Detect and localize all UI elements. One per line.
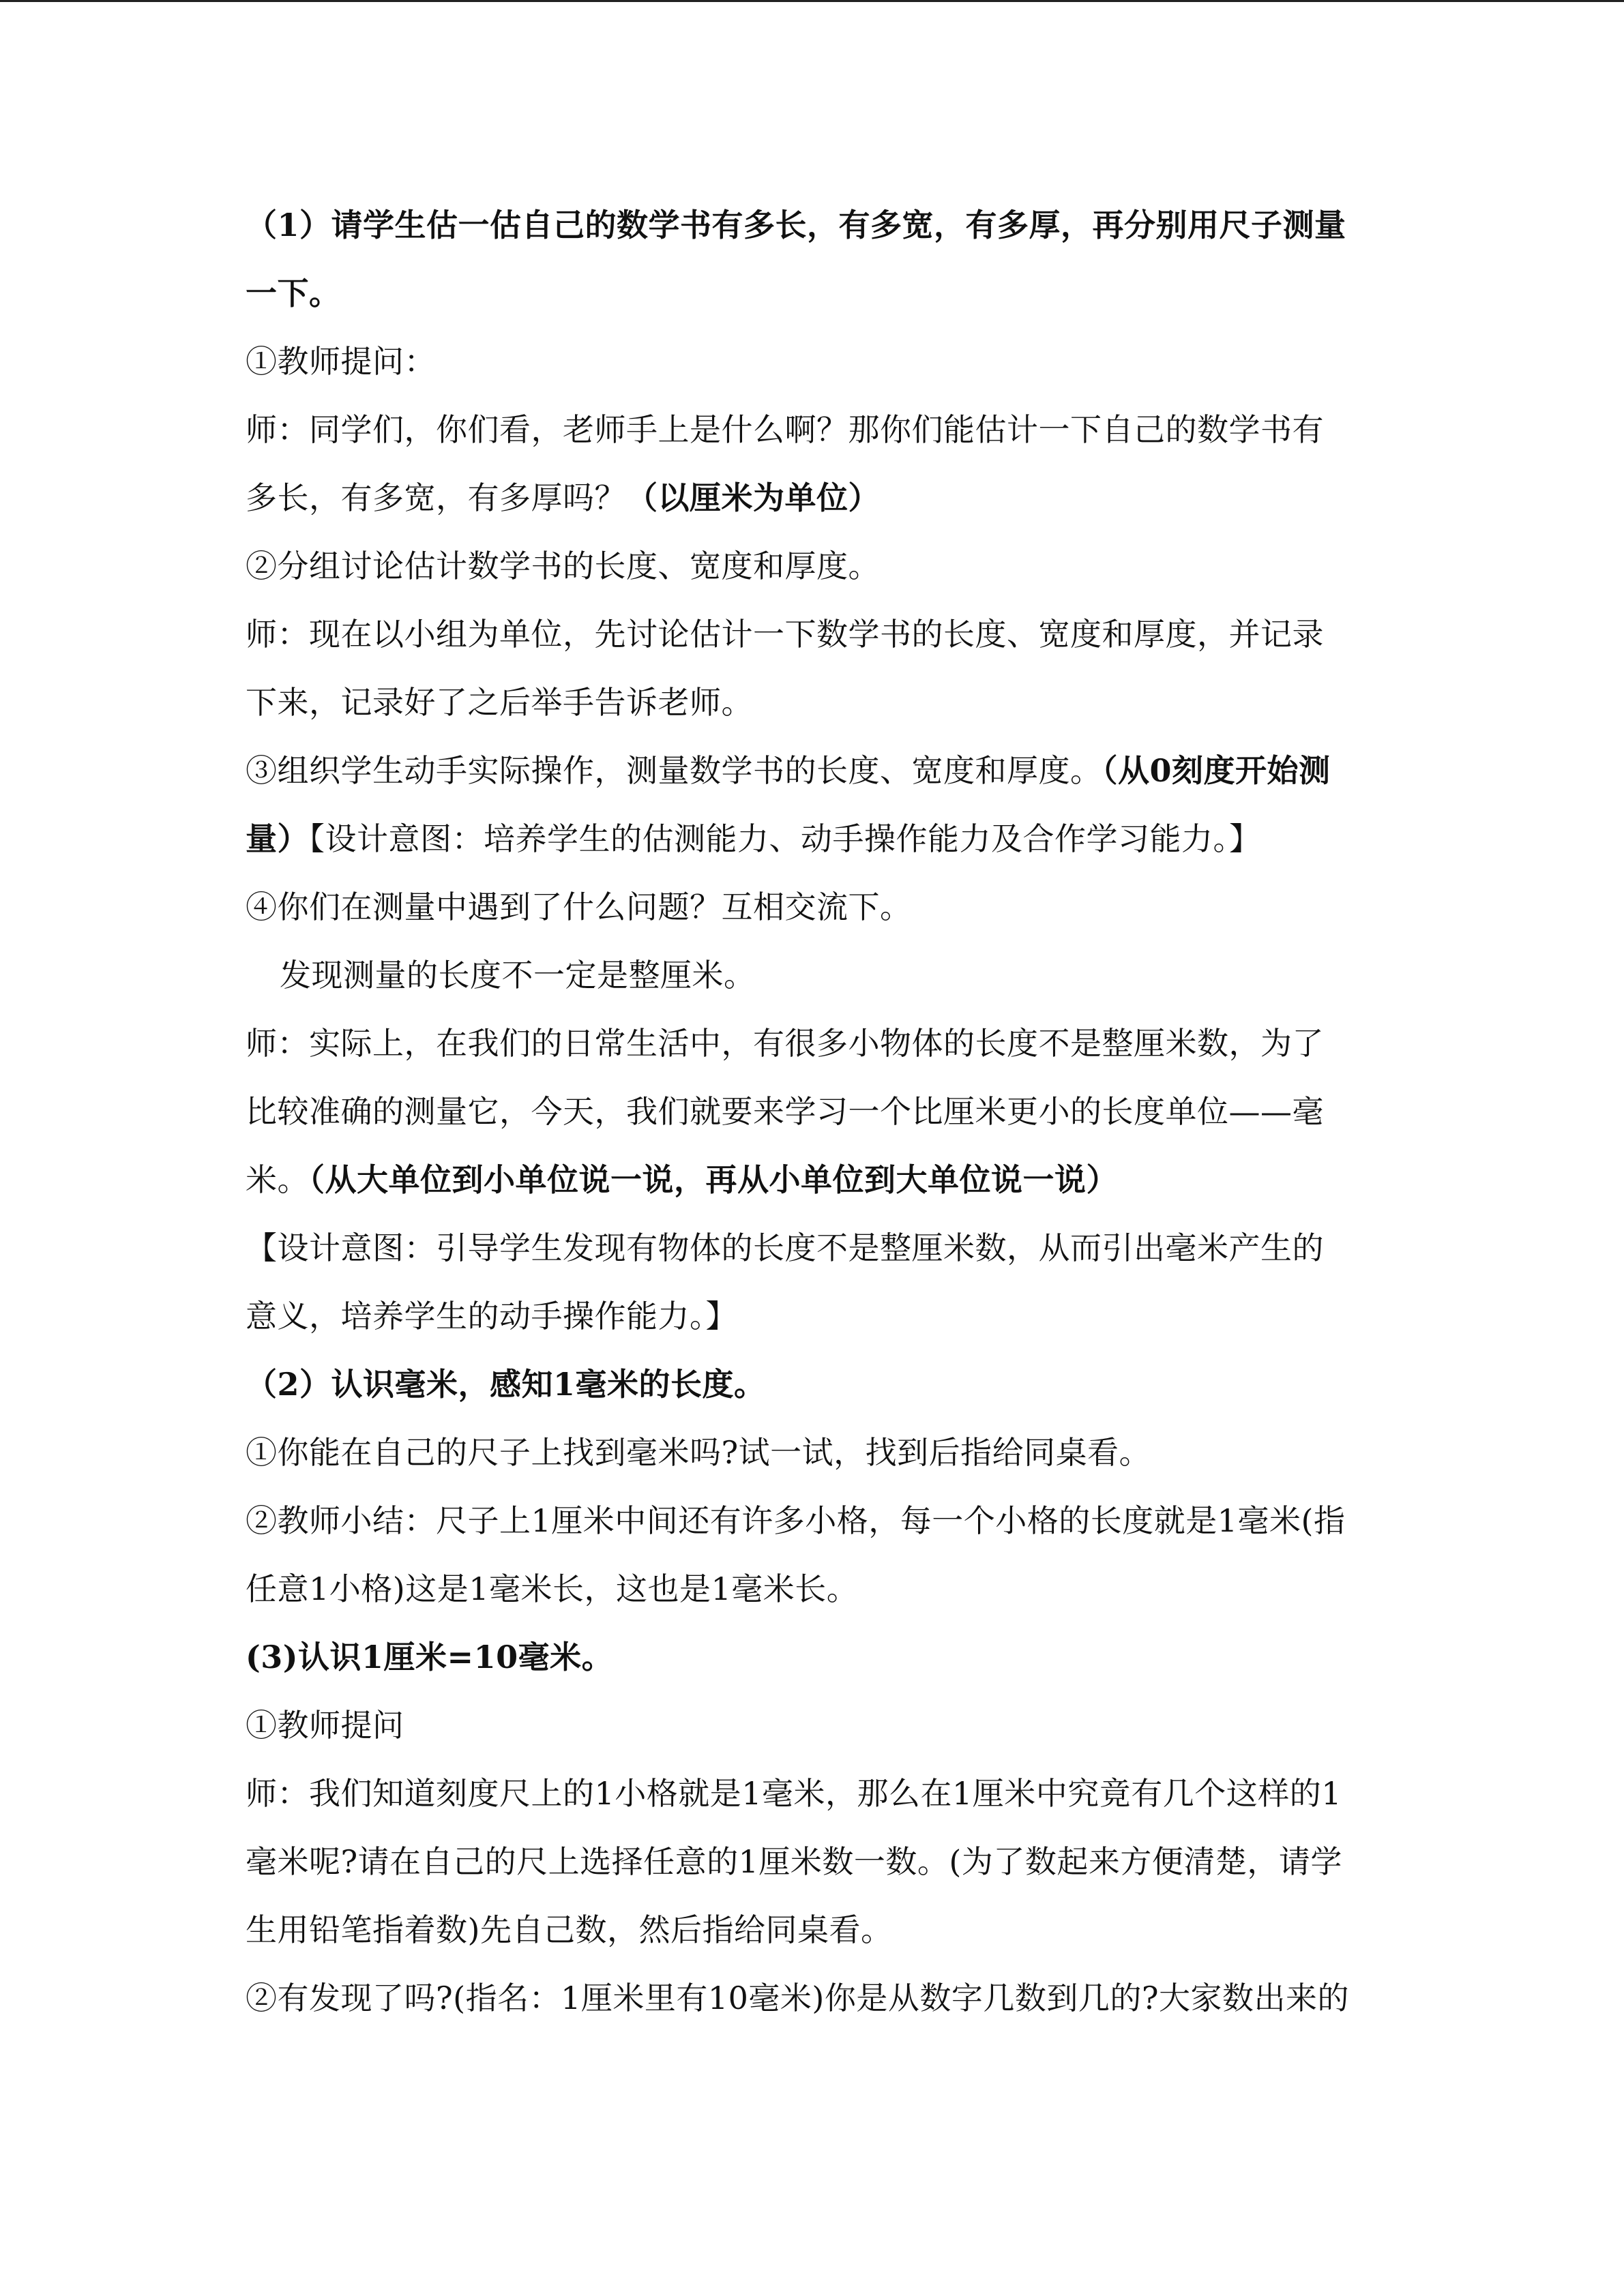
paragraph-line [246, 750, 1378, 791]
paragraph-line [246, 682, 1378, 723]
paragraph-line [246, 1227, 1378, 1268]
line-text: (3)认识1厘米=10毫米。 [246, 1639, 614, 1675]
paragraph-line [246, 205, 1378, 245]
line-text: ④你们在测量中遇到了什么问题？互相交流下。 [246, 889, 912, 925]
line-bold-suffix: （从大单位到小单位说一说，再从小单位到大单位说一说） [309, 1161, 1118, 1198]
line-text: 比较准确的测量它，今天，我们就要来学习一个比厘米更小的长度单位——毫 [246, 1093, 1324, 1130]
line-text: ①教师提问 [246, 1707, 404, 1744]
line-bold-suffix: （以厘米为单位） [626, 479, 880, 516]
line-text: 任意1小格)这是1毫米长，这也是1毫米长。 [246, 1570, 859, 1607]
paragraph-line [246, 955, 1412, 996]
paragraph-line [246, 409, 1378, 450]
paragraph-line [246, 546, 1378, 586]
paragraph-line [246, 1500, 1378, 1541]
line-text: 【设计意图：培养学生的估测能力、动手操作能力及合作学习能力。】 [309, 820, 1261, 857]
paragraph-line [246, 273, 1378, 314]
line-text: 师：同学们，你们看，老师手上是什么啊？那你们能估计一下自己的数学书有 [246, 411, 1324, 448]
line-text: （1）请学生估一估自己的数学书有多长，有多宽，有多厚，再分别用尺子测量 [246, 207, 1346, 243]
paragraph-line [246, 1637, 1378, 1678]
paragraph-line [246, 818, 1378, 859]
paragraph-line [246, 1978, 1378, 2018]
line-text: ②有发现了吗?(指名：1厘米里有10毫米)你是从数字几数到几的?大家数出来的 [246, 1980, 1350, 2016]
line-text: （2）认识毫米，感知1毫米的长度。 [246, 1366, 766, 1403]
paragraph-line [246, 1023, 1378, 1064]
paragraph-line [246, 1909, 1378, 1950]
line-text: 多长，有多宽，有多厚吗？ [246, 479, 626, 516]
line-text: ②教师小结：尺子上1厘米中间还有许多小格，每一个小格的长度就是1毫米(指 [246, 1502, 1346, 1539]
paragraph-line [246, 1159, 1378, 1200]
line-bold-suffix: （从0刻度开始测 [1102, 752, 1331, 789]
paragraph-line [246, 1364, 1378, 1405]
line-text: 下来，记录好了之后举手告诉老师。 [246, 684, 753, 721]
line-text: 一下。 [246, 275, 341, 312]
line-text: ①你能在自己的尺子上找到毫米吗?试一试，找到后指给同桌看。 [246, 1434, 1151, 1471]
paragraph-line [246, 886, 1378, 927]
line-text: 毫米呢?请在自己的尺上选择任意的1厘米数一数。(为了数起来方便清楚，请学 [246, 1843, 1342, 1880]
line-text: 生用铅笔指着数)先自己数，然后指给同桌看。 [246, 1911, 893, 1948]
paragraph-line [246, 1432, 1378, 1473]
line-text: 米。 [246, 1161, 309, 1198]
page-top-border [0, 0, 1624, 2]
paragraph-line [246, 341, 1378, 382]
line-text: 师：实际上，在我们的日常生活中，有很多小物体的长度不是整厘米数，为了 [246, 1025, 1324, 1062]
paragraph-line [246, 1296, 1378, 1337]
line-text: 【设计意图：引导学生发现有物体的长度不是整厘米数，从而引出毫米产生的 [246, 1229, 1324, 1266]
line-text: 师：现在以小组为单位，先讨论估计一下数学书的长度、宽度和厚度，并记录 [246, 616, 1324, 653]
paragraph-line [246, 1705, 1378, 1746]
line-bold-prefix: 量） [246, 820, 309, 857]
paragraph-line [246, 1091, 1378, 1132]
paragraph-line [246, 614, 1378, 655]
line-text: ③组织学生动手实际操作，测量数学书的长度、宽度和厚度。 [246, 752, 1102, 789]
line-text: 发现测量的长度不一定是整厘米。 [280, 957, 756, 994]
line-text: 师：我们知道刻度尺上的1小格就是1毫米，那么在1厘米中究竟有几个这样的1 [246, 1775, 1342, 1812]
paragraph-line [246, 477, 1378, 518]
line-text: ②分组讨论估计数学书的长度、宽度和厚度。 [246, 548, 880, 584]
paragraph-line [246, 1841, 1378, 1882]
paragraph-line [246, 1568, 1378, 1609]
line-text: 意义，培养学生的动手操作能力。】 [246, 1298, 737, 1335]
line-text: ①教师提问： [246, 343, 436, 380]
paragraph-line [246, 1773, 1378, 1814]
